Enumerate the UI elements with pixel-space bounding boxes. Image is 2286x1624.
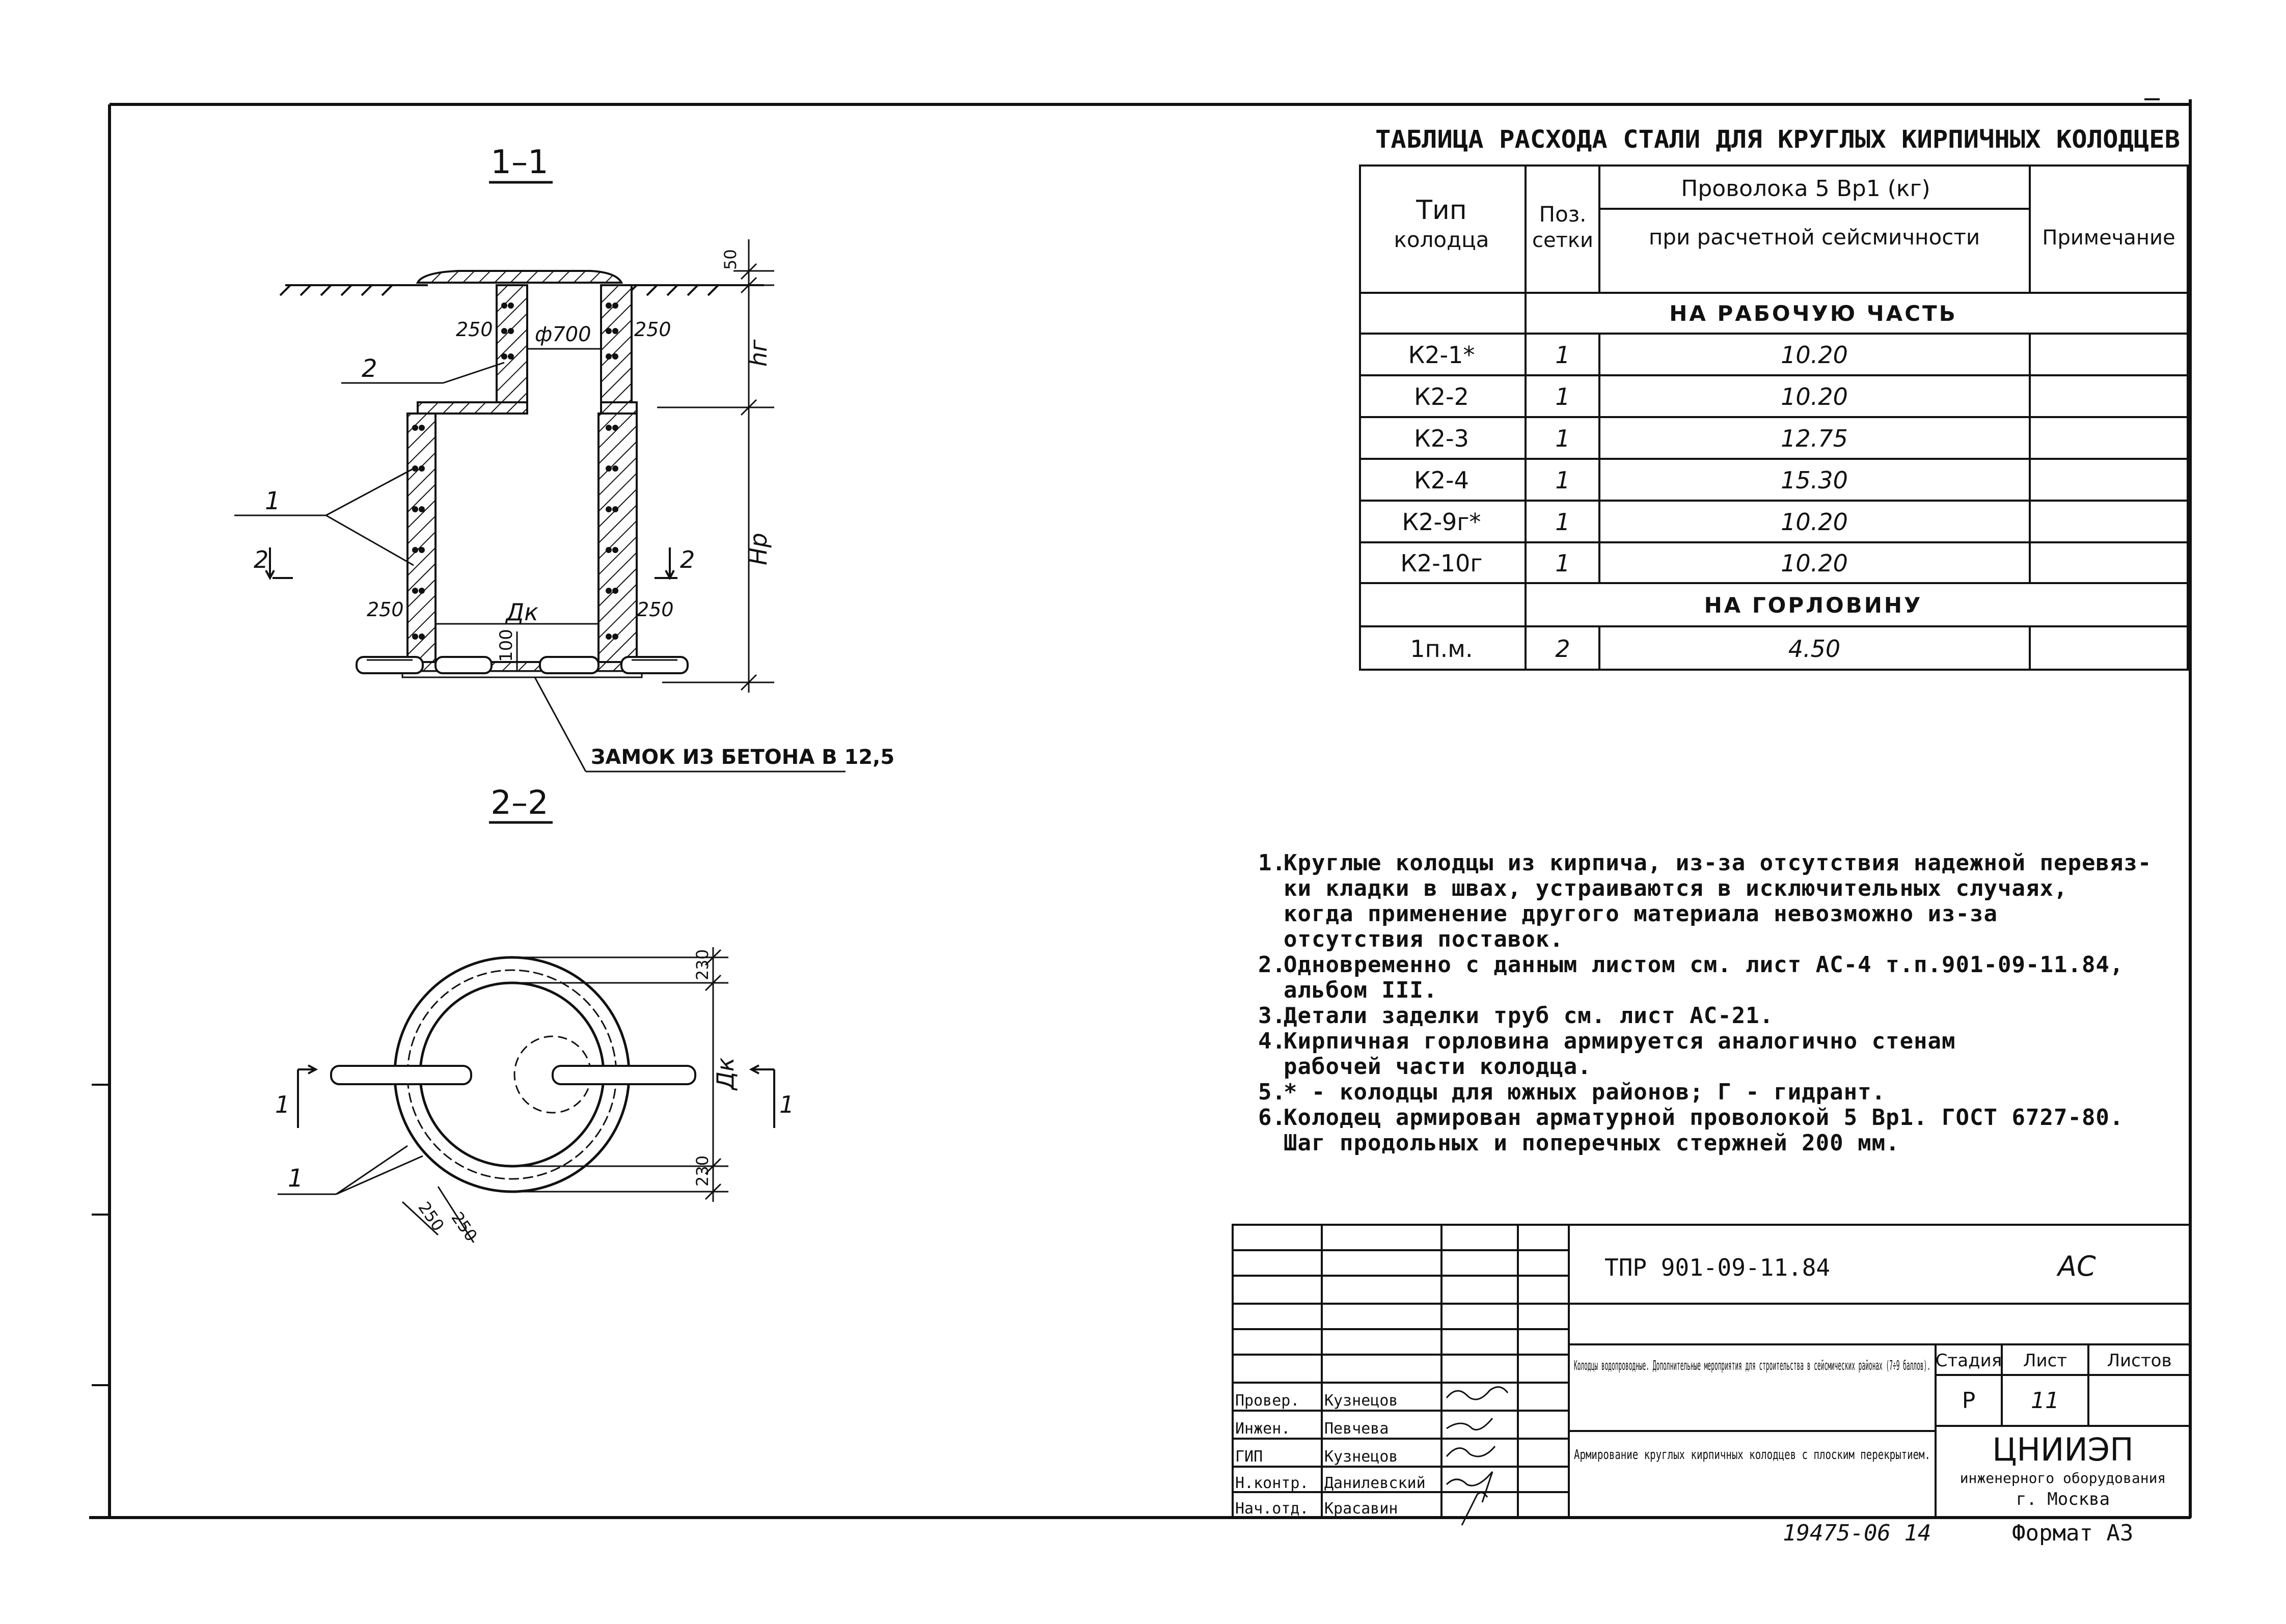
row-type: К2-10г bbox=[1400, 549, 1483, 577]
row-value: 15.30 bbox=[1781, 466, 1848, 494]
row-pos: 2 bbox=[1555, 635, 1570, 663]
hdr-wire: Проволока 5 Вр1 (кг) bbox=[1681, 176, 1930, 202]
signer-role: ГИП bbox=[1235, 1448, 1263, 1466]
row-type: К2-4 bbox=[1414, 466, 1469, 494]
dim-hr-label: Hр bbox=[745, 533, 772, 565]
row-value: 12.75 bbox=[1781, 425, 1848, 452]
signer-role: Н.контр. bbox=[1235, 1474, 1309, 1492]
hdr-pos-1: Поз. bbox=[1539, 202, 1587, 227]
svg-text:1: 1 bbox=[288, 1164, 304, 1193]
org-city: г. Москва bbox=[2016, 1489, 2110, 1509]
signer-name: Красавин bbox=[1324, 1500, 1398, 1518]
cut-mark-2-left-label: 2 bbox=[254, 546, 269, 573]
stage-label: Стадия bbox=[1935, 1351, 2002, 1371]
row-pos: 1 bbox=[1555, 341, 1570, 369]
svg-text:1: 1 bbox=[265, 487, 281, 515]
section-2-2 bbox=[275, 784, 794, 1245]
dim-dk-label: Дк bbox=[506, 598, 538, 626]
section-1-1-label: 1–1 bbox=[491, 144, 549, 181]
cut-mark-1-left-label: 1 bbox=[275, 1091, 290, 1118]
signer-name: Данилевский bbox=[1324, 1474, 1426, 1492]
callout-2 bbox=[341, 354, 504, 383]
hdr-note: Примечание bbox=[2042, 226, 2175, 250]
row-pos: 1 bbox=[1555, 549, 1570, 577]
row-type: К2-1* bbox=[1408, 341, 1475, 369]
note-item: 6. Колодец армирован арматурной проволокой 5 Вр1. ГОСТ 6727-80. Шаг продольных и поперечных стержней 200 мм. bbox=[1258, 1105, 2124, 1156]
cut-mark-2-right bbox=[655, 547, 677, 578]
cut-mark-2-right-label: 2 bbox=[680, 546, 695, 573]
dim-100-label: 100 bbox=[496, 629, 516, 662]
plan-callout-1 bbox=[278, 1146, 423, 1194]
doc-code: ТПР 901-09-11.84 bbox=[1604, 1254, 1831, 1281]
sheets-label: Листов bbox=[2107, 1351, 2172, 1371]
row-value: 4.50 bbox=[1788, 635, 1841, 663]
format-label: Формат А3 bbox=[2012, 1520, 2134, 1546]
signatures bbox=[1447, 1387, 1508, 1525]
signer-name: Кузнецов bbox=[1324, 1392, 1398, 1410]
stage-value: Р bbox=[1962, 1388, 1976, 1414]
plan-dim-250-a: 250 bbox=[414, 1198, 448, 1235]
vertical-dims bbox=[657, 239, 774, 693]
section-neck: НА ГОРЛОВИНУ bbox=[1704, 593, 1923, 618]
cut-mark-1-left bbox=[298, 1065, 316, 1128]
cut-mark-2-left bbox=[266, 547, 293, 578]
cover-slab bbox=[418, 271, 621, 283]
row-value: 10.20 bbox=[1781, 549, 1848, 577]
hdr-seismic: при расчетной сейсмичности bbox=[1648, 225, 1980, 250]
org-sub: инженерного оборудования bbox=[1960, 1470, 2166, 1487]
doc-mark: АС bbox=[2058, 1250, 2096, 1282]
row-pos: 1 bbox=[1555, 383, 1570, 410]
hdr-pos-2: сетки bbox=[1532, 229, 1594, 252]
org-name: ЦНИИЭП bbox=[1992, 1431, 2134, 1468]
dim-250-lower-right: 250 bbox=[637, 598, 674, 621]
row-value: 10.20 bbox=[1781, 383, 1848, 410]
cut-mark-1-right bbox=[751, 1065, 774, 1128]
lock-label: ЗАМОК ИЗ БЕТОНА В 12,5 bbox=[591, 746, 895, 769]
signer-role: Провер. bbox=[1235, 1392, 1300, 1410]
desc-1: Колодцы водопроводные. Дополнительные мероприятия для строительства в сейсмических районах (7÷9 баллов). bbox=[1574, 1358, 1930, 1373]
dim-250-lower-left: 250 bbox=[367, 598, 404, 621]
dim-250-upper-left: 250 bbox=[456, 318, 493, 341]
notes bbox=[1258, 850, 2195, 1156]
title-block bbox=[1233, 1225, 2190, 1546]
signer-name: Певчева bbox=[1324, 1420, 1389, 1438]
svg-text:2: 2 bbox=[362, 354, 377, 383]
archive-number: 19475-06 14 bbox=[1783, 1520, 1931, 1546]
section-work: НА РАБОЧУЮ ЧАСТЬ bbox=[1669, 301, 1957, 326]
hdr-type-2: колодца bbox=[1394, 227, 1489, 252]
row-type: К2-2 bbox=[1414, 383, 1469, 410]
row-pos: 1 bbox=[1555, 508, 1570, 536]
row-value: 10.20 bbox=[1781, 508, 1848, 536]
sheet-value: 11 bbox=[2031, 1388, 2059, 1414]
note-item: 3. Детали заделки труб см. лист АС-21. bbox=[1258, 1003, 1774, 1029]
row-type: К2-9г* bbox=[1402, 508, 1481, 536]
hdr-type-1: Тип bbox=[1416, 195, 1467, 226]
row-value: 10.20 bbox=[1781, 341, 1848, 369]
wall-left bbox=[407, 414, 436, 663]
plan-pipes bbox=[331, 1066, 695, 1084]
note-item: 1. Круглые колодцы из кирпича, из-за отсутствия надежной перевяз- ки кладки в швах, устраиваются в исключительных случаях, когда применение другого материала невозможно из-за отсутствия поставок. bbox=[1258, 850, 2152, 952]
row-pos: 1 bbox=[1555, 466, 1570, 494]
dim-d700-label: ф700 bbox=[535, 323, 591, 346]
dim-hg-label: hг bbox=[745, 339, 772, 367]
note-item: 2. Одновременно с данным листом см. лист АС-4 т.п.901-09-11.84, альбом III. bbox=[1258, 952, 2124, 1003]
dim-50-label: 50 bbox=[721, 249, 740, 270]
sheet-label: Лист bbox=[2023, 1351, 2067, 1371]
note-item: 4. Кирпичная горловина армируется аналогично стенам рабочей части колодца. bbox=[1258, 1028, 1956, 1080]
section-1-1 bbox=[234, 144, 894, 772]
signer-role: Нач.отд. bbox=[1235, 1500, 1309, 1518]
section-2-2-label: 2–2 bbox=[491, 784, 549, 822]
dim-250-upper-right: 250 bbox=[634, 318, 671, 341]
note-item: 5. * - колодцы для южных районов; Г - гидрант. bbox=[1258, 1079, 1886, 1105]
signer-role: Инжен. bbox=[1235, 1420, 1291, 1438]
desc-2: Армирование круглых кирпичных колодцев с плоским перекрытием. bbox=[1574, 1447, 1930, 1463]
row-type: К2-3 bbox=[1414, 425, 1469, 452]
table-title: ТАБЛИЦА РАСХОДА СТАЛИ ДЛЯ КРУГЛЫХ КИРПИЧНЫХ КОЛОДЦЕВ bbox=[1375, 125, 2180, 154]
signer-name: Кузнецов bbox=[1324, 1448, 1398, 1466]
plan-dim-230-top: 230 bbox=[693, 949, 712, 980]
plan-dim-250-b: 250 bbox=[447, 1208, 481, 1245]
cut-mark-1-right-label: 1 bbox=[779, 1091, 795, 1118]
row-type: 1п.м. bbox=[1410, 635, 1473, 663]
row-pos: 1 bbox=[1555, 425, 1570, 452]
plan-dim-dk: Дк bbox=[712, 1057, 739, 1090]
wall-right bbox=[598, 414, 637, 663]
plan-dim-230-bottom: 230 bbox=[693, 1155, 712, 1187]
steel-table bbox=[1360, 125, 2188, 670]
